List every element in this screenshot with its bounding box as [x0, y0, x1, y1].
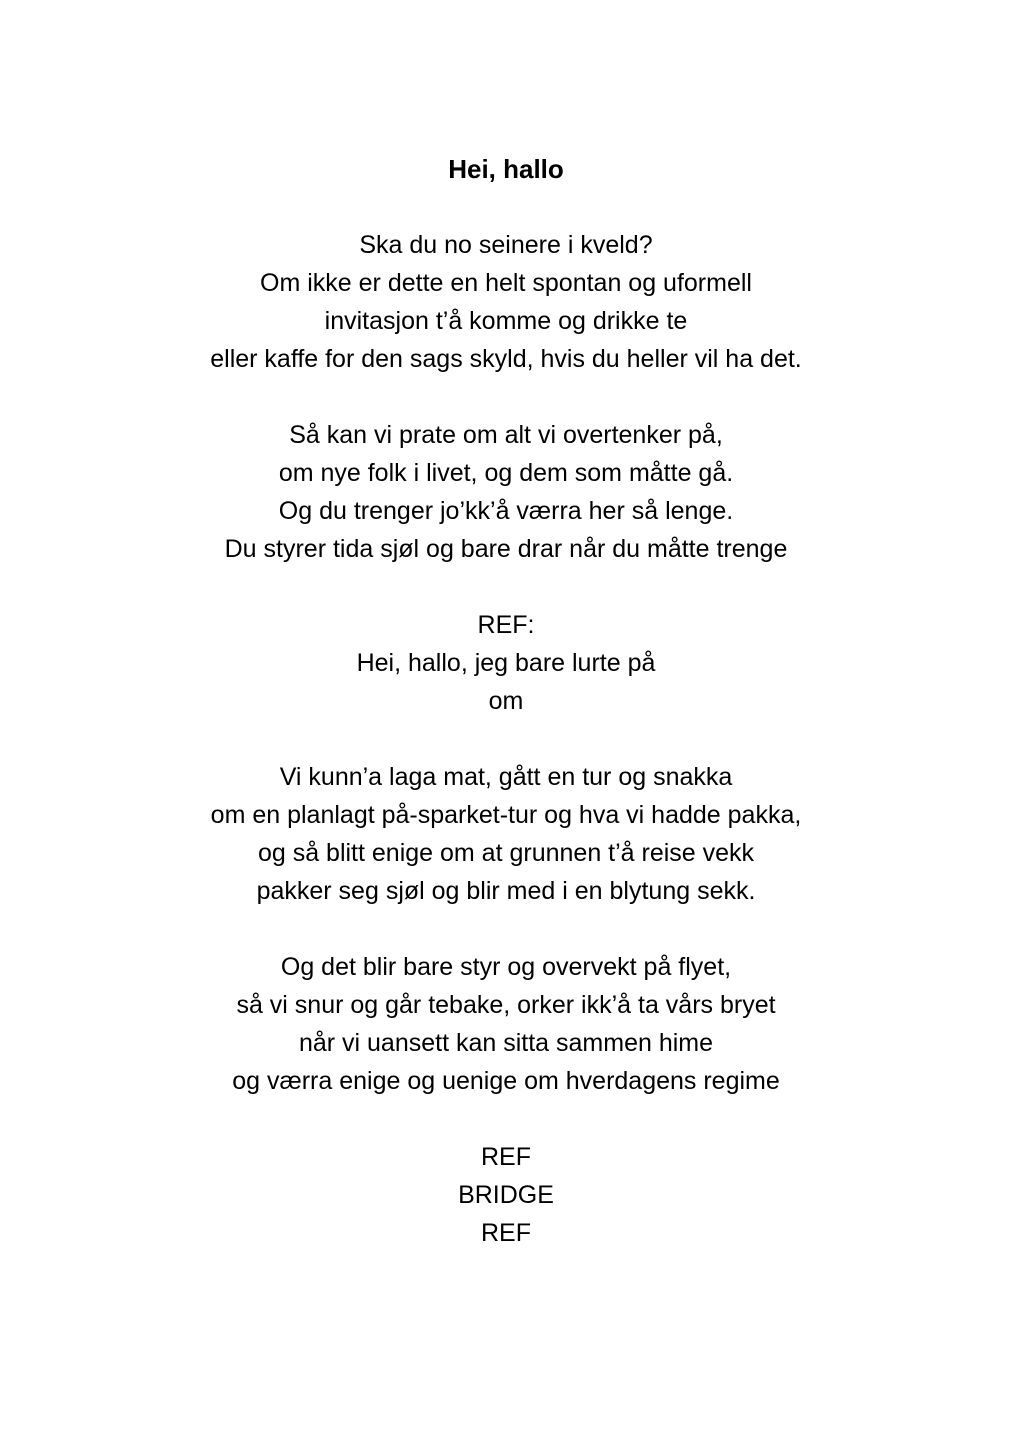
- lyrics-line: og værra enige og uenige om hverdagens regime: [232, 1067, 780, 1095]
- lyrics-line: Og du trenger jo’kk’å værra her så lenge.: [278, 497, 734, 525]
- lyrics-line: om nye folk i livet, og dem som måtte gå.: [278, 459, 734, 487]
- stanza-4: [0, 948, 1012, 1100]
- lyrics-line: eller kaffe for den sags skyld, hvis du heller vil ha det.: [210, 345, 802, 373]
- stanza-2: [0, 416, 1012, 568]
- lyrics-line: om: [488, 687, 524, 715]
- lyrics-line: Så kan vi prate om alt vi overtenker på,: [289, 421, 723, 449]
- lyrics-line: pakker seg sjøl og blir med i en blytung sekk.: [256, 877, 756, 905]
- lyrics-line: REF:: [477, 611, 535, 639]
- lyrics-line: Hei, hallo, jeg bare lurte på: [356, 649, 656, 677]
- lyrics-line: REF: [481, 1143, 531, 1171]
- lyrics-line: Du styrer tida sjøl og bare drar når du måtte trenge: [224, 535, 788, 563]
- stanza-1: [0, 226, 1012, 378]
- lyrics-line: når vi uansett kan sitta sammen hime: [298, 1029, 714, 1057]
- lyrics-line: BRIDGE: [458, 1181, 554, 1209]
- lyrics-line: om en planlagt på-sparket-tur og hva vi hadde pakka,: [210, 801, 802, 829]
- lyrics-line: så vi snur og går tebake, orker ikk’å ta vårs bryet: [236, 991, 776, 1019]
- stanza-outline: [0, 1138, 1012, 1252]
- lyrics-line: Om ikke er dette en helt spontan og uformell: [260, 269, 752, 297]
- lyrics-line: Vi kunn’a laga mat, gått en tur og snakka: [279, 763, 733, 791]
- lyrics-line: Og det blir bare styr og overvekt på flyet,: [280, 953, 732, 981]
- lyrics-line: og så blitt enige om at grunnen t’å reise vekk: [257, 839, 755, 867]
- stanza-3: [0, 758, 1012, 910]
- stanza-chorus-label: [0, 606, 1012, 720]
- lyrics-line: Ska du no seinere i kveld?: [359, 231, 653, 259]
- lyrics-line: invitasjon t’å komme og drikke te: [324, 307, 688, 335]
- song-title: Hei, hallo: [448, 154, 564, 184]
- lyrics-line: REF: [481, 1219, 531, 1247]
